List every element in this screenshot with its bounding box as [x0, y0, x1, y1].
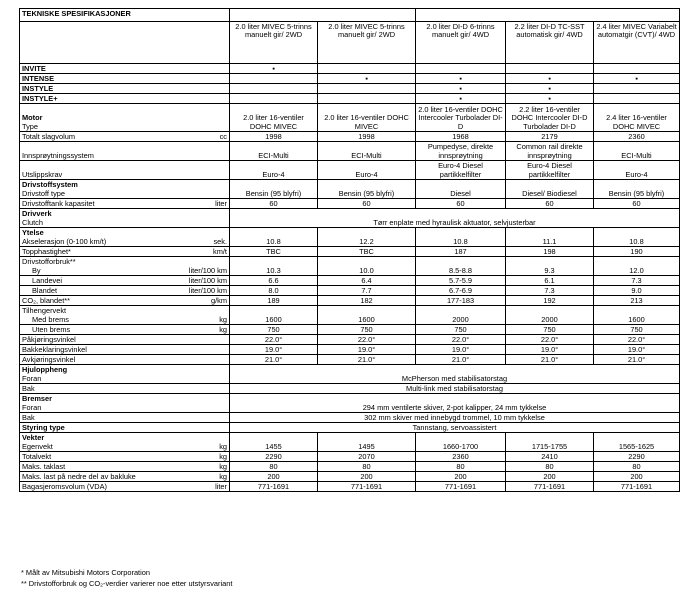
spec-value: 10.0	[318, 257, 416, 276]
spec-value: 60	[416, 199, 506, 209]
spec-value: 200	[594, 472, 680, 482]
spec-value: 8.5-8.8	[416, 257, 506, 276]
spec-value: 22.0°	[230, 335, 318, 345]
spec-label: Bak	[22, 412, 35, 422]
spec-sublabel: Clutch	[22, 217, 43, 227]
spec-value: 60	[506, 199, 594, 209]
spec-label: Bremser	[22, 394, 52, 404]
spec-row	[20, 74, 680, 84]
spec-value: Bensin (95 blyfri)	[318, 180, 416, 199]
spec-value	[318, 84, 416, 94]
spec-value: 6.7-6.9	[416, 286, 506, 296]
spec-sublabel: Drivstoff type	[22, 188, 65, 198]
spec-label: Motor	[22, 113, 43, 123]
spec-row	[20, 413, 680, 423]
model-header: 2.4 liter MIVEC Variabelt automatgir (CVT)/ 4WD	[594, 22, 680, 64]
spec-label: Drivverk	[22, 209, 52, 219]
spec-label: Maks. taklast	[22, 461, 66, 471]
spec-value: 1600	[230, 306, 318, 325]
spec-value: 6.6	[230, 276, 318, 286]
title-row	[20, 9, 680, 22]
spec-label-cell	[20, 228, 230, 247]
model-header: 2.2 liter DI-D TC-SST automatisk gir/ 4WD	[506, 22, 594, 64]
spec-label-cell	[20, 276, 230, 286]
spec-label-cell	[20, 462, 230, 472]
spec-value: 2179	[506, 132, 594, 142]
spec-label: Avkjøringsvinkel	[22, 354, 76, 364]
spec-label: Drivstofforbruk**	[22, 257, 76, 267]
spec-value: 1660-1700	[416, 433, 506, 452]
spec-label: Drivstoffsystem	[22, 180, 78, 190]
model-header: 2.0 liter MIVEC 5-trinns manuelt gir/ 2WD	[318, 22, 416, 64]
spec-value: 1998	[230, 132, 318, 142]
spec-unit: sek.	[213, 236, 227, 246]
spec-value: 80	[506, 462, 594, 472]
spec-value: 1998	[318, 132, 416, 142]
spec-row	[20, 104, 680, 132]
spec-value: 200	[506, 472, 594, 482]
spec-label-cell	[20, 384, 230, 394]
spec-value: ▪	[506, 84, 594, 94]
spec-label: Bak	[22, 383, 35, 393]
spec-sublabel: Foran	[22, 373, 42, 383]
spec-value: 19.0°	[416, 345, 506, 355]
model-header-row	[20, 22, 680, 64]
spec-value: 80	[318, 462, 416, 472]
spec-value: 19.0°	[506, 345, 594, 355]
spec-value: 80	[230, 462, 318, 472]
spec-unit: liter/100 km	[188, 265, 227, 275]
spec-label: Drivstofftank kapasitet	[22, 198, 95, 208]
spec-value: ▪	[416, 74, 506, 84]
spec-label-cell	[20, 335, 230, 345]
spec-value: 200	[230, 472, 318, 482]
spec-value: Euro-4 Diesel partikkelfilter	[416, 161, 506, 180]
spec-table	[19, 8, 680, 492]
spec-value: 2290	[230, 452, 318, 462]
spec-value: 2070	[318, 452, 416, 462]
spec-value: 10.8	[230, 228, 318, 247]
spec-row	[20, 286, 680, 296]
spec-value: 750	[318, 325, 416, 335]
spec-label: Bagasjeromsvolum (VDA)	[22, 481, 108, 491]
spec-label-cell	[20, 413, 230, 423]
spec-label-cell	[20, 199, 230, 209]
spec-row	[20, 64, 680, 74]
spec-value: Euro-4	[318, 161, 416, 180]
spec-value	[230, 74, 318, 84]
spec-value: 6.1	[506, 276, 594, 286]
spec-label-cell	[20, 257, 230, 276]
spec-unit: kg	[219, 451, 227, 461]
spec-label-cell	[20, 94, 230, 104]
spec-label-cell	[20, 161, 230, 180]
spec-value: 192	[506, 296, 594, 306]
spec-value: 7.3	[594, 276, 680, 286]
spec-value: 11.1	[506, 228, 594, 247]
spec-value: 2.2 liter 16-ventiler DOHC Intercooler DI-D Turbolader DI-D	[506, 104, 594, 132]
spec-value: 60	[318, 199, 416, 209]
spec-value: 750	[594, 325, 680, 335]
spec-row	[20, 257, 680, 276]
spec-value: 750	[230, 325, 318, 335]
spec-value: ECI-Multi	[318, 142, 416, 161]
spec-value: Diesel	[416, 180, 506, 199]
spec-unit: cc	[219, 131, 227, 141]
spec-value: ▪	[416, 94, 506, 104]
spec-value: 771-1691	[318, 482, 416, 492]
spec-value: 19.0°	[230, 345, 318, 355]
spec-value: ▪	[506, 74, 594, 84]
spec-value: 2000	[506, 306, 594, 325]
spec-value: 1455	[230, 433, 318, 452]
spec-value: TBC	[230, 247, 318, 257]
spec-value: ▪	[594, 74, 680, 84]
spec-value: Bensin (95 blyfri)	[594, 180, 680, 199]
spec-value: 750	[416, 325, 506, 335]
spec-label: Bakkeklaringsvinkel	[22, 344, 87, 354]
spec-value: 12.2	[318, 228, 416, 247]
spec-value: 21.0°	[318, 355, 416, 365]
spec-value: 60	[594, 199, 680, 209]
spec-value: 2.0 liter 16-ventiler DOHC Intercooler Turbolader DI-D	[416, 104, 506, 132]
spec-label: Vekter	[22, 433, 45, 443]
spec-row	[20, 209, 680, 228]
spec-unit: km/t	[213, 246, 227, 256]
spec-row	[20, 452, 680, 462]
spec-value: 10.3	[230, 257, 318, 276]
spec-value: 80	[594, 462, 680, 472]
spec-label-cell	[20, 355, 230, 365]
spec-value: 12.0	[594, 257, 680, 276]
spec-label: Maks. last på nedre del av bakluke	[22, 471, 136, 481]
spec-value: 213	[594, 296, 680, 306]
spec-row	[20, 142, 680, 161]
spec-value: ▪	[416, 84, 506, 94]
spec-label: Innsprøytningssystem	[22, 150, 94, 160]
spec-value: 1495	[318, 433, 416, 452]
spec-value: 2290	[594, 452, 680, 462]
spec-value	[230, 94, 318, 104]
footnote: ** Drivstofforbruk og CO₂-verdier varierer noe etter utstyrsvariant	[21, 579, 233, 588]
spec-value: Pumpedyse, direkte innsprøytning	[416, 142, 506, 161]
spec-value: 21.0°	[506, 355, 594, 365]
spec-row	[20, 335, 680, 345]
spec-unit: g/km	[210, 295, 227, 305]
spec-label: INSTYLE+	[22, 93, 58, 103]
spec-row	[20, 247, 680, 257]
spec-label: Landevei	[32, 275, 62, 285]
spec-row	[20, 94, 680, 104]
title-spacer-right	[416, 9, 680, 22]
spec-row	[20, 433, 680, 452]
spec-label: Totalvekt	[22, 451, 52, 461]
spec-value-span: 294 mm ventilerte skiver, 2-pot kalipper, 24 mm tykkelse	[230, 394, 680, 413]
spec-label-cell	[20, 142, 230, 161]
spec-value: Bensin (95 blyfri)	[230, 180, 318, 199]
spec-value: 21.0°	[416, 355, 506, 365]
spec-row	[20, 306, 680, 325]
spec-label-cell	[20, 64, 230, 74]
spec-label: Uten brems	[32, 324, 71, 334]
spec-sublabel: Med brems	[32, 314, 69, 324]
spec-value: 1600	[594, 306, 680, 325]
spec-value: 189	[230, 296, 318, 306]
spec-label-cell	[20, 433, 230, 452]
spec-value: Diesel/ Biodiesel	[506, 180, 594, 199]
spec-value: 80	[416, 462, 506, 472]
spec-sublabel: Foran	[22, 402, 42, 412]
spec-label: Blandet	[32, 285, 58, 295]
model-header: 2.0 liter MIVEC 5-trinns manuelt gir/ 2WD	[230, 22, 318, 64]
spec-label: Påkjøringsvinkel	[22, 334, 76, 344]
spec-label-cell	[20, 209, 230, 228]
spec-value: 2410	[506, 452, 594, 462]
spec-label-cell	[20, 132, 230, 142]
spec-row	[20, 423, 680, 433]
spec-value: 19.0°	[318, 345, 416, 355]
spec-value: 182	[318, 296, 416, 306]
spec-label-cell	[20, 74, 230, 84]
footnote: * Målt av Mitsubishi Motors Corporation	[21, 568, 150, 577]
spec-label-cell	[20, 452, 230, 462]
spec-value: 2.0 liter 16-ventiler DOHC MIVEC	[318, 104, 416, 132]
spec-value: 19.0°	[594, 345, 680, 355]
spec-value: 1600	[318, 306, 416, 325]
spec-value: 2000	[416, 306, 506, 325]
spec-value	[318, 94, 416, 104]
spec-row	[20, 462, 680, 472]
spec-value: 771-1691	[594, 482, 680, 492]
spec-label-cell	[20, 286, 230, 296]
spec-label: Topphastighet*	[22, 246, 71, 256]
spec-value	[594, 84, 680, 94]
spec-row	[20, 355, 680, 365]
spec-value: Euro-4	[594, 161, 680, 180]
spec-value: 10.8	[416, 228, 506, 247]
spec-label: Tilhengervekt	[22, 306, 67, 316]
spec-row	[20, 325, 680, 335]
spec-row	[20, 296, 680, 306]
spec-value: TBC	[318, 247, 416, 257]
title-spacer	[230, 9, 416, 22]
spec-row	[20, 84, 680, 94]
spec-unit: liter/100 km	[188, 275, 227, 285]
spec-row	[20, 276, 680, 286]
spec-value: 22.0°	[318, 335, 416, 345]
spec-value: Euro-4 Diesel partikkelfilter	[506, 161, 594, 180]
spec-value: ▪	[230, 64, 318, 74]
spec-value: 22.0°	[594, 335, 680, 345]
spec-value: 771-1691	[230, 482, 318, 492]
spec-value: 6.4	[318, 276, 416, 286]
spec-unit: kg	[219, 314, 227, 324]
spec-value: 198	[506, 247, 594, 257]
spec-value: 21.0°	[230, 355, 318, 365]
spec-unit: kg	[219, 324, 227, 334]
spec-value: 5.7-5.9	[416, 276, 506, 286]
spec-value-span: McPherson med stabilisatorstag	[230, 365, 680, 384]
spec-value: Euro-4	[230, 161, 318, 180]
spec-label-cell	[20, 296, 230, 306]
spec-value	[416, 64, 506, 74]
spec-row	[20, 161, 680, 180]
spec-label: Utslippskrav	[22, 169, 63, 179]
spec-row	[20, 180, 680, 199]
spec-value: ECI-Multi	[594, 142, 680, 161]
spec-value-span: Tørr enplate med hyraulisk aktuator, selvjusterbar	[230, 209, 680, 228]
spec-value: 21.0°	[594, 355, 680, 365]
spec-value: 200	[416, 472, 506, 482]
spec-label: Styring type	[22, 422, 65, 432]
spec-value-span: Tannstang, servoassistert	[230, 423, 680, 433]
spec-value: 771-1691	[506, 482, 594, 492]
spec-unit: liter	[215, 198, 227, 208]
spec-label: CO₂, blandet**	[22, 295, 71, 305]
spec-row	[20, 482, 680, 492]
spec-value-span: 302 mm skiver med innebygd trommel, 10 mm tykkelse	[230, 413, 680, 423]
spec-value: 2.0 liter 16-ventiler DOHC MIVEC	[230, 104, 318, 132]
spec-label-cell	[20, 306, 230, 325]
spec-label-cell	[20, 247, 230, 257]
spec-sheet	[19, 8, 680, 492]
spec-value: 1968	[416, 132, 506, 142]
spec-label: INSTYLE	[22, 83, 54, 93]
spec-unit: kg	[219, 441, 227, 451]
spec-label-cell	[20, 394, 230, 413]
spec-label: INVITE	[22, 63, 46, 73]
spec-value	[318, 64, 416, 74]
spec-value: 187	[416, 247, 506, 257]
spec-row	[20, 365, 680, 384]
spec-sublabel: Akselerasjon (0-100 km/t)	[22, 236, 107, 246]
spec-value	[594, 64, 680, 74]
spec-value: Common rail direkte innsprøytning	[506, 142, 594, 161]
spec-row	[20, 199, 680, 209]
spec-value: 2360	[594, 132, 680, 142]
spec-label: Ytelse	[22, 228, 44, 238]
spec-row	[20, 384, 680, 394]
spec-unit: kg	[219, 461, 227, 471]
spec-row	[20, 345, 680, 355]
spec-label-cell	[20, 345, 230, 355]
spec-value: 9.0	[594, 286, 680, 296]
model-header: 2.0 liter DI-D 6-trinns manuelt gir/ 4WD	[416, 22, 506, 64]
spec-label-cell	[20, 84, 230, 94]
spec-label: Hjuloppheng	[22, 365, 68, 375]
spec-row	[20, 394, 680, 413]
spec-value: 2360	[416, 452, 506, 462]
spec-row	[20, 472, 680, 482]
spec-label-cell	[20, 472, 230, 482]
spec-value: 22.0°	[506, 335, 594, 345]
spec-value-span: Multi-link med stabilisatorstag	[230, 384, 680, 394]
spec-row	[20, 132, 680, 142]
spec-value: ECI-Multi	[230, 142, 318, 161]
spec-value: 1715-1755	[506, 433, 594, 452]
spec-value: 22.0°	[416, 335, 506, 345]
spec-value: 2.4 liter 16-ventiler DOHC MIVEC	[594, 104, 680, 132]
spec-value: 8.0	[230, 286, 318, 296]
spec-unit: kg	[219, 471, 227, 481]
spec-unit: liter	[215, 481, 227, 491]
spec-unit: liter/100 km	[188, 285, 227, 295]
spec-value	[506, 64, 594, 74]
spec-value: 177-183	[416, 296, 506, 306]
spec-value: 7.3	[506, 286, 594, 296]
spec-label: Totalt slagvolum	[22, 131, 75, 141]
spec-value: 60	[230, 199, 318, 209]
spec-value	[594, 94, 680, 104]
spec-value: 10.8	[594, 228, 680, 247]
spec-sublabel: Egenvekt	[22, 441, 53, 451]
spec-value: 750	[506, 325, 594, 335]
spec-value: ▪	[506, 94, 594, 104]
footnotes	[21, 567, 232, 589]
spec-value: 7.7	[318, 286, 416, 296]
spec-row	[20, 228, 680, 247]
sheet-title: TEKNISKE SPESIFIKASJONER	[20, 9, 230, 22]
spec-value: 190	[594, 247, 680, 257]
spec-value: 771-1691	[416, 482, 506, 492]
spec-value	[230, 84, 318, 94]
spec-sublabel: By	[32, 265, 41, 275]
model-header-empty	[20, 22, 230, 64]
spec-label: INTENSE	[22, 73, 55, 83]
spec-value: ▪	[318, 74, 416, 84]
spec-label-cell	[20, 423, 230, 433]
spec-label-cell	[20, 325, 230, 335]
spec-label-cell	[20, 104, 230, 132]
spec-sublabel: Type	[22, 121, 39, 131]
spec-label-cell	[20, 180, 230, 199]
spec-label-cell	[20, 482, 230, 492]
spec-value: 9.3	[506, 257, 594, 276]
spec-value: 200	[318, 472, 416, 482]
spec-label-cell	[20, 365, 230, 384]
spec-value: 1565-1625	[594, 433, 680, 452]
